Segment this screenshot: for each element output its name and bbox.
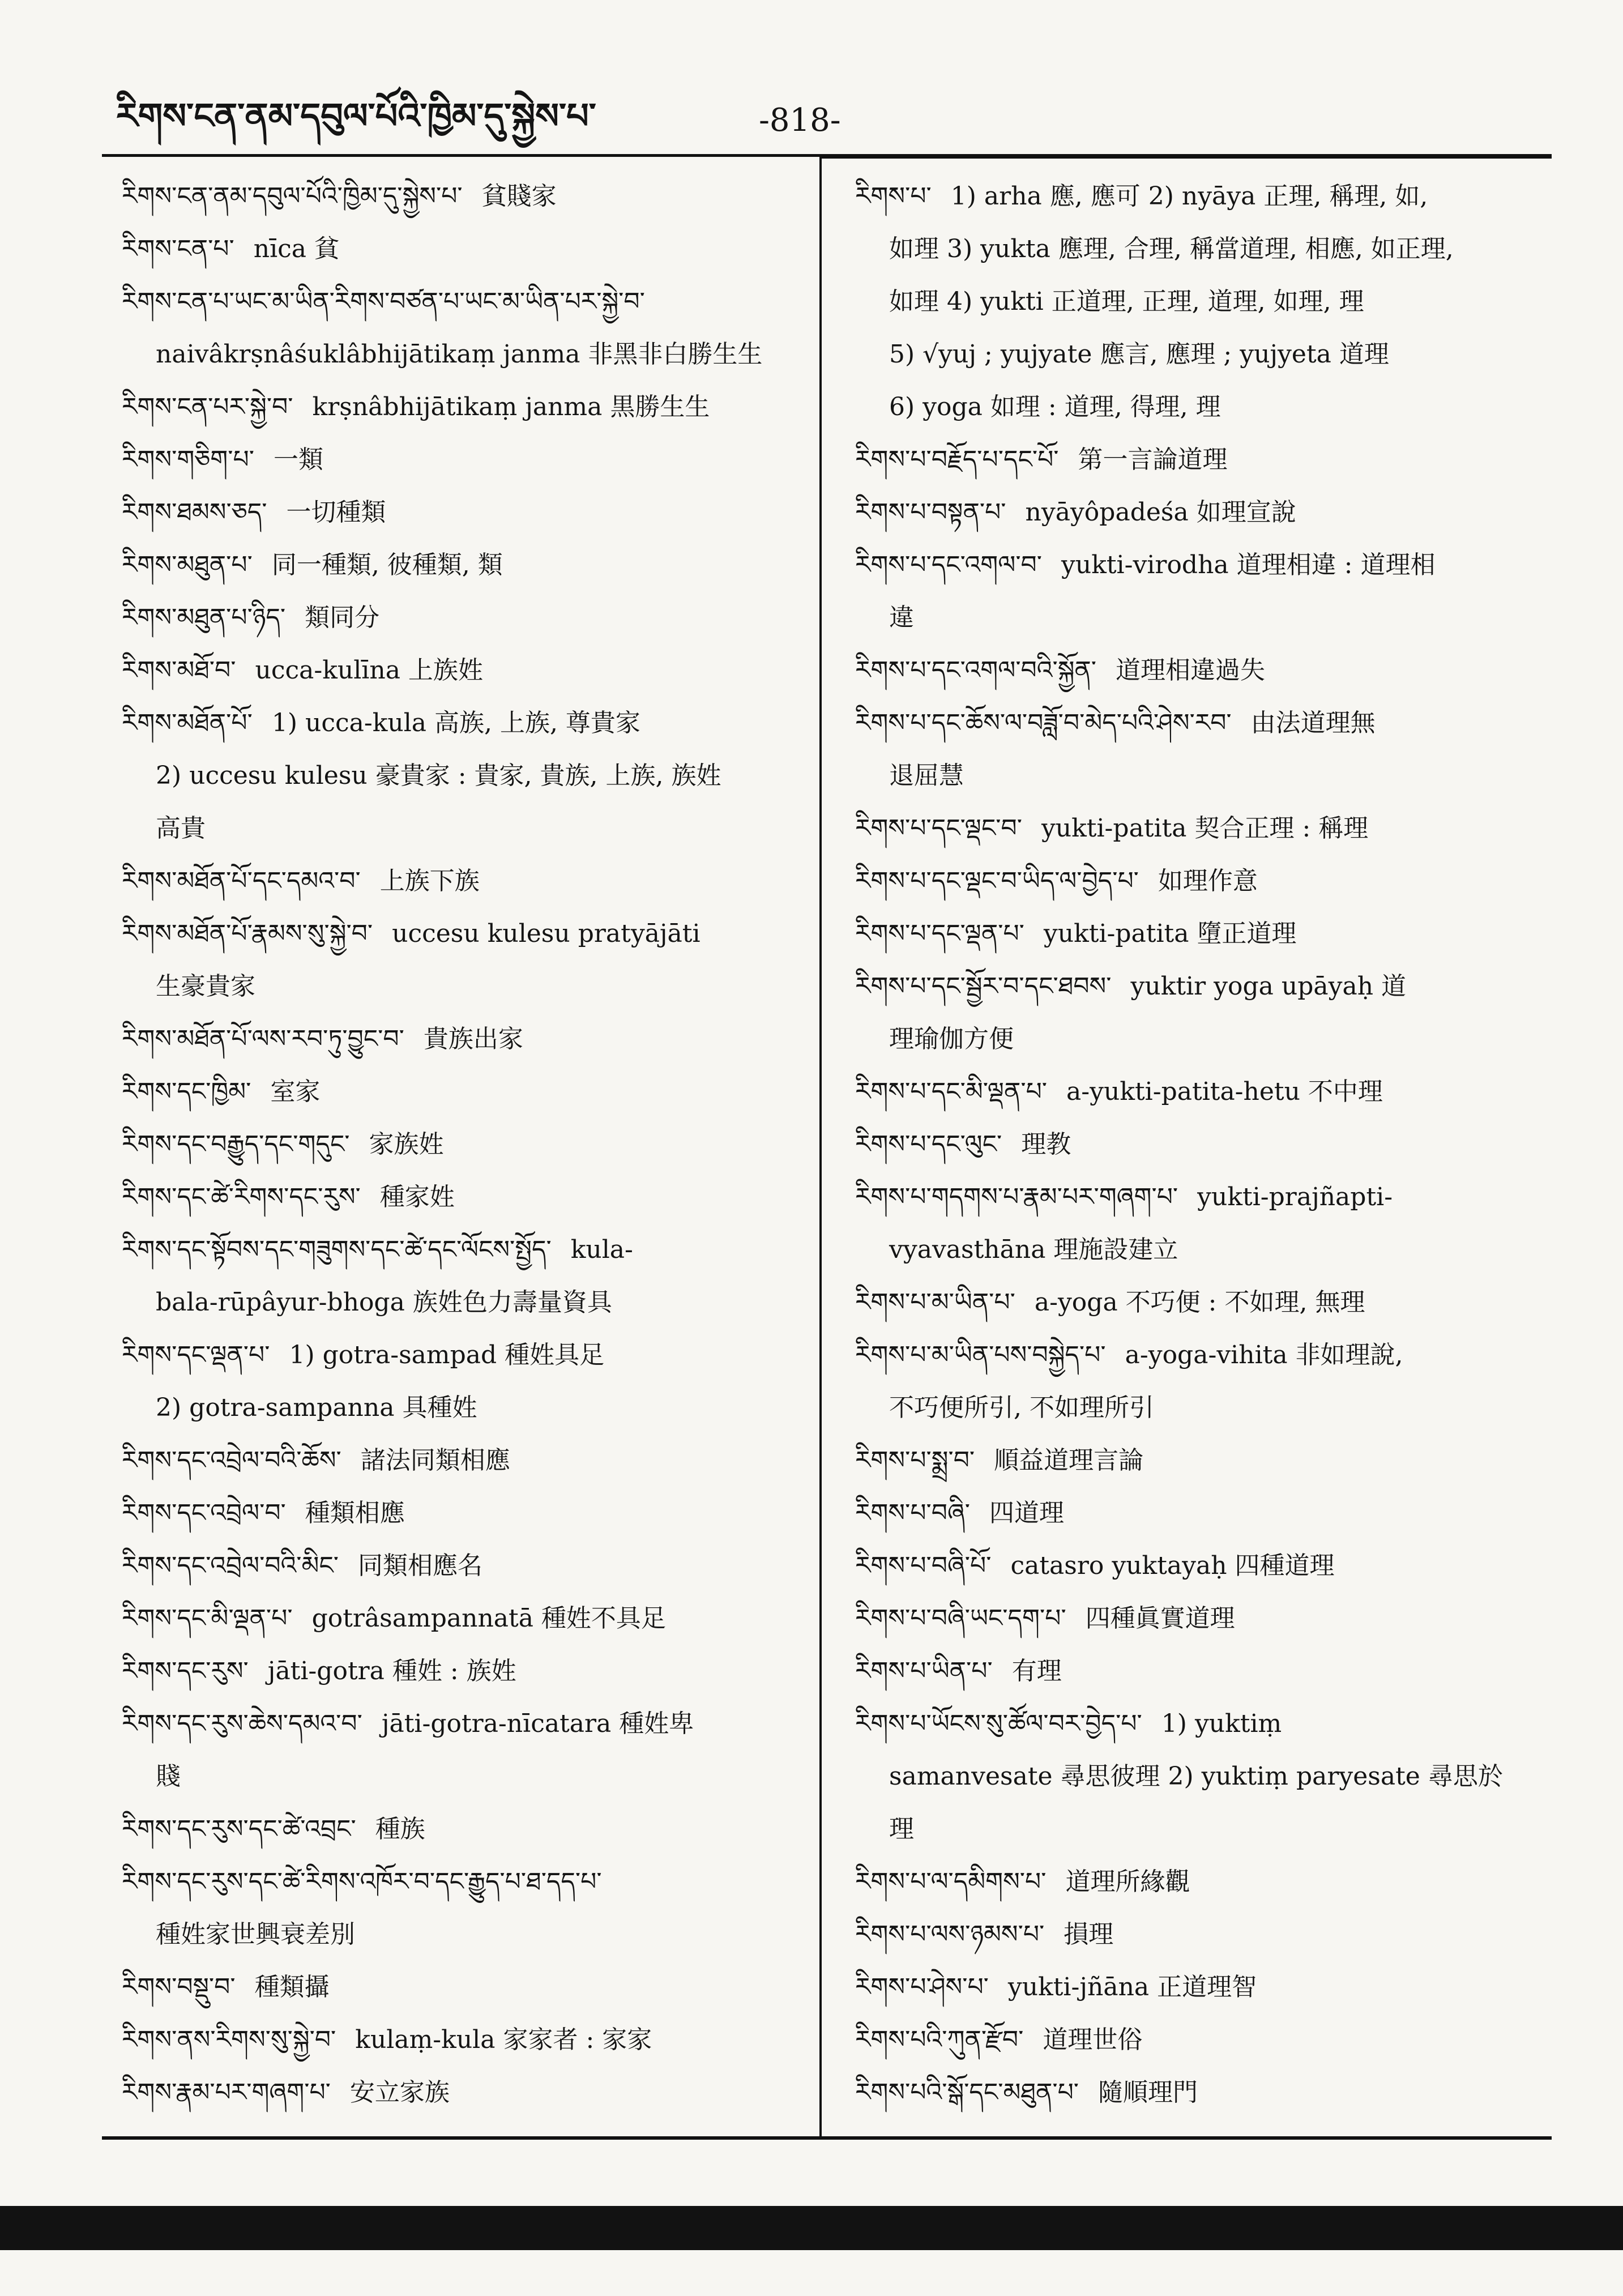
dictionary-entry xyxy=(855,2066,1552,2119)
entry-continuation xyxy=(855,1013,1552,1065)
dictionary-entry xyxy=(122,1592,810,1645)
tibetan-headword: རིགས་ནས་རིགས་སུ་སྐྱེ་བ་ xyxy=(122,2025,336,2054)
tibetan-headword: རིགས་ངན་པ་ xyxy=(122,234,234,263)
translation-text: a-yoga-vihita 非如理說, xyxy=(1125,1341,1403,1369)
translation-text: 順益道理言論 xyxy=(994,1446,1144,1475)
translation-text: bala-rūpâyur-bhoga 族姓色力壽量資具 xyxy=(156,1288,612,1317)
translation-text: 如理作意 xyxy=(1158,867,1258,895)
tibetan-headword: རིགས་མཐོན་པོ་ xyxy=(122,709,253,737)
dictionary-entry xyxy=(855,1855,1552,1908)
translation-text: 1) ucca-kula 高族, 上族, 尊貴家 xyxy=(271,709,640,737)
tibetan-headword: རིགས་པ་ཡོངས་སུ་ཚོལ་བར་བྱེད་པ་ xyxy=(855,1709,1142,1738)
entry-continuation xyxy=(855,749,1552,802)
dictionary-entry xyxy=(122,1539,810,1592)
translation-text: 生豪貴家 xyxy=(156,972,255,1001)
translation-text: 由法道理無 xyxy=(1250,709,1376,737)
dictionary-entry xyxy=(122,591,810,644)
translation-text: 理瑜伽方便 xyxy=(889,1025,1014,1053)
translation-text: 賤 xyxy=(156,1762,181,1791)
translation-text: catasro yuktayaḥ 四種道理 xyxy=(1010,1551,1335,1580)
translation-text: vyavasthāna 理施設建立 xyxy=(889,1235,1178,1264)
translation-text: 不巧便所引, 不如理所引 xyxy=(889,1393,1154,1422)
dictionary-entry xyxy=(122,697,810,749)
translation-text: 諸法同類相應 xyxy=(360,1446,510,1475)
dictionary-entry xyxy=(855,1276,1552,1329)
translation-text: 1) arha 應, 應可 2) nyāya 正理, 稱理, 如, xyxy=(950,182,1428,211)
tibetan-headword: རིགས་དང་རུས་དང་ཚེ་རིགས་འཁོར་བ་དང་རྒྱུད་པ་ཐ་དད་པ་ xyxy=(122,1867,602,1896)
translation-text: 退屈慧 xyxy=(889,761,964,790)
translation-text: 同類相應名 xyxy=(358,1551,483,1580)
dictionary-entry xyxy=(122,907,810,960)
left-column xyxy=(122,170,810,2119)
dictionary-entry xyxy=(855,960,1552,1013)
dictionary-entry xyxy=(855,1171,1552,1223)
translation-text: ucca-kulīna 上族姓 xyxy=(255,656,483,685)
tibetan-headword: རིགས་པའི་སྒོ་དང་མཐུན་པ་ xyxy=(855,2078,1079,2107)
dictionary-entry xyxy=(855,1065,1552,1118)
dictionary-entry xyxy=(855,644,1552,697)
entry-continuation xyxy=(855,1750,1552,1803)
dictionary-entry xyxy=(122,1645,810,1697)
translation-text: yukti-virodha 道理相違 : 道理相 xyxy=(1061,550,1436,579)
entry-continuation xyxy=(855,381,1552,433)
translation-text: gotrâsampannatā 種姓不具足 xyxy=(311,1604,666,1633)
tibetan-headword: རིགས་རྣམ་པར་གཞག་པ་ xyxy=(122,2078,331,2107)
translation-text: 道理相違過失 xyxy=(1116,656,1266,685)
tibetan-headword: རིགས་མཐོ་བ་ xyxy=(122,656,236,685)
tibetan-headword: རིགས་མཐུན་པ་ཉིད་ xyxy=(122,603,286,632)
dictionary-entry xyxy=(855,1539,1552,1592)
dictionary-entry xyxy=(855,855,1552,907)
tibetan-headword: རིགས་པ་ཡིན་པ་ xyxy=(855,1657,993,1685)
dictionary-entry xyxy=(122,1065,810,1118)
dictionary-entry xyxy=(855,1908,1552,1961)
entry-continuation xyxy=(855,328,1552,381)
tibetan-headword: རིགས་དང་ཁྱིམ་ xyxy=(122,1077,251,1106)
dictionary-entry xyxy=(122,1171,810,1223)
translation-text: 如理 3) yukta 應理, 合理, 稱當道理, 相應, 如正理, xyxy=(889,234,1454,263)
dictionary-entry xyxy=(122,644,810,697)
dictionary-entry xyxy=(855,1592,1552,1645)
column-divider xyxy=(819,154,822,2139)
translation-text: 高貴 xyxy=(156,814,206,843)
translation-text: 違 xyxy=(889,603,914,632)
dictionary-entry xyxy=(122,1013,810,1065)
translation-text: kula- xyxy=(570,1235,633,1264)
translation-text: 類同分 xyxy=(305,603,380,632)
tibetan-headword: རིགས་པ་བཞི་ཡང་དག་པ་ xyxy=(855,1604,1066,1633)
translation-text: yukti-jñāna 正道理智 xyxy=(1007,1973,1257,2001)
translation-text: 種族 xyxy=(375,1815,425,1843)
entry-continuation xyxy=(122,749,810,802)
dictionary-entry xyxy=(855,1329,1552,1381)
translation-text: jāti-gotra-nīcatara 種姓卑 xyxy=(381,1709,694,1738)
translation-text: 理教 xyxy=(1021,1130,1071,1159)
tibetan-headword: རིགས་ངན་པར་སྐྱེ་བ་ xyxy=(122,392,293,421)
tibetan-headword: རིགས་པ་དང་ལྡན་པ་ xyxy=(855,919,1024,948)
tibetan-headword: རིགས་དང་འབྲེལ་བའི་ཆོས་ xyxy=(122,1446,341,1475)
translation-text: 6) yoga 如理 : 道理, 得理, 理 xyxy=(889,392,1221,421)
dictionary-entry xyxy=(122,1118,810,1171)
scan-edge-band xyxy=(0,2206,1623,2250)
dictionary-entry xyxy=(122,223,810,275)
translation-text: 道理世俗 xyxy=(1043,2025,1143,2054)
dictionary-entry xyxy=(855,486,1552,539)
dictionary-entry xyxy=(855,802,1552,855)
translation-text: 隨順理門 xyxy=(1098,2078,1198,2107)
translation-text: nīca 貧 xyxy=(253,234,340,263)
translation-text: nyāyôpadeśa 如理宣說 xyxy=(1025,498,1296,527)
dictionary-entry xyxy=(122,1803,810,1855)
tibetan-headword: རིགས་པ་བསྟན་པ་ xyxy=(855,498,1006,527)
tibetan-headword: རིགས་པ་ xyxy=(855,182,932,211)
translation-text: jāti-gotra 種姓 : 族姓 xyxy=(267,1657,516,1685)
running-header: རིགས་ངན་ནམ་དབུལ་པོའི་ཁྱིམ་དུ་སྐྱེས་པ་ xyxy=(116,95,596,136)
tibetan-headword: རིགས་པ་མ་ཡིན་པ་ xyxy=(855,1288,1015,1317)
translation-text: 第一言論道理 xyxy=(1078,445,1228,474)
translation-text: 四種眞實道理 xyxy=(1085,1604,1235,1633)
translation-text: a-yoga 不巧便 : 不如理, 無理 xyxy=(1034,1288,1365,1317)
translation-text: kulaṃ-kula 家家者 : 家家 xyxy=(355,2025,652,2054)
translation-text: 2) uccesu kulesu 豪貴家 : 貴家, 貴族, 上族, 族姓 xyxy=(156,761,721,790)
translation-text: 安立家族 xyxy=(349,2078,450,2107)
entry-continuation xyxy=(122,960,810,1013)
tibetan-headword: རིགས་པ་ལ་དམིགས་པ་ xyxy=(855,1867,1047,1896)
dictionary-entry xyxy=(122,170,810,223)
tibetan-headword: རིགས་པ་དང་སྦྱོར་བ་དང་ཐབས་ xyxy=(855,972,1112,1001)
header-rule-right xyxy=(821,154,1552,159)
translation-text: 同一種類, 彼種類, 類 xyxy=(271,550,503,579)
translation-text: 一切種類 xyxy=(286,498,386,527)
tibetan-headword: རིགས་པའི་ཀུན་རྫོབ་ xyxy=(855,2025,1024,2054)
dictionary-entry xyxy=(122,1434,810,1487)
right-column xyxy=(855,170,1552,2119)
entry-continuation xyxy=(855,591,1552,644)
translation-text: 1) yuktiṃ xyxy=(1161,1709,1282,1738)
tibetan-headword: རིགས་གཅིག་པ་ xyxy=(122,445,254,474)
entry-continuation xyxy=(122,1276,810,1329)
translation-text: 如理 4) yukti 正道理, 正理, 道理, 如理, 理 xyxy=(889,287,1364,316)
tibetan-headword: རིགས་དང་རུས་ xyxy=(122,1657,249,1685)
entry-continuation xyxy=(122,1750,810,1803)
translation-text: 損理 xyxy=(1064,1920,1114,1949)
translation-text: 2) gotra-sampanna 具種姓 xyxy=(156,1393,477,1422)
dictionary-entry xyxy=(122,275,810,328)
dictionary-entry xyxy=(855,1487,1552,1539)
tibetan-headword: རིགས་དང་འབྲེལ་བ་ xyxy=(122,1499,286,1527)
tibetan-headword: རིགས་ངན་པ་ཡང་མ་ཡིན་རིགས་བཙན་པ་ཡང་མ་ཡིན་པར་སྐྱེ་བ་ xyxy=(122,287,645,316)
entry-continuation xyxy=(855,223,1552,275)
tibetan-headword: རིགས་པ་དང་ཆོས་ལ་བཟློ་བ་མེད་པའི་ཤེས་རབ་ xyxy=(855,709,1232,737)
tibetan-headword: རིགས་དང་རུས་དང་ཚེ་འབྲང་ xyxy=(122,1815,356,1843)
tibetan-headword: རིགས་པ་དང་ལྡང་བ་ཡིད་ལ་བྱེད་པ་ xyxy=(855,867,1139,895)
translation-text: 有理 xyxy=(1011,1657,1062,1685)
tibetan-headword: རིགས་དང་འབྲེལ་བའི་མིང་ xyxy=(122,1551,339,1580)
tibetan-headword: རིགས་པ་དང་མི་ལྡན་པ་ xyxy=(855,1077,1048,1106)
translation-text: 種家姓 xyxy=(379,1183,455,1211)
translation-text: yukti-patita 墮正道理 xyxy=(1043,919,1297,948)
dictionary-entry xyxy=(122,539,810,591)
dictionary-entry xyxy=(855,433,1552,486)
entry-continuation xyxy=(122,328,810,381)
translation-text: 1) gotra-sampad 種姓具足 xyxy=(289,1341,605,1369)
dictionary-entry xyxy=(855,2013,1552,2066)
footer-rule xyxy=(102,2136,1552,2140)
dictionary-entry xyxy=(855,170,1552,223)
dictionary-entry xyxy=(122,1329,810,1381)
tibetan-headword: རིགས་པ་སྨྲ་བ་ xyxy=(855,1446,975,1475)
translation-text: yukti-patita 契合正理 : 稱理 xyxy=(1041,814,1369,843)
dictionary-entry xyxy=(855,1434,1552,1487)
dictionary-entry xyxy=(122,1487,810,1539)
dictionary-entry xyxy=(122,2013,810,2066)
tibetan-headword: རིགས་པ་དང་ལུང་ xyxy=(855,1130,1002,1159)
translation-text: yuktir yoga upāyaḥ 道 xyxy=(1130,972,1407,1001)
entry-continuation xyxy=(122,1908,810,1961)
translation-text: 貴族出家 xyxy=(423,1025,523,1053)
translation-text: 貧賤家 xyxy=(481,182,557,211)
tibetan-headword: རིགས་དང་རུས་ཆེས་དམའ་བ་ xyxy=(122,1709,362,1738)
tibetan-headword: རིགས་པ་མ་ཡིན་པས་བསྐྱེད་པ་ xyxy=(855,1341,1106,1369)
entry-continuation xyxy=(855,275,1552,328)
translation-text: uccesu kulesu pratyājāti xyxy=(392,919,701,948)
dictionary-entry xyxy=(122,855,810,907)
translation-text: krṣnâbhijātikaṃ janma 黒勝生生 xyxy=(312,392,710,421)
tibetan-headword: རིགས་དང་ཚེ་རིགས་དང་རུས་ xyxy=(122,1183,361,1211)
tibetan-headword: རིགས་པ་ཤེས་པ་ xyxy=(855,1973,989,2001)
translation-text: yukti-prajñapti- xyxy=(1197,1183,1393,1211)
dictionary-entry xyxy=(122,433,810,486)
dictionary-entry xyxy=(122,2066,810,2119)
dictionary-entry xyxy=(855,1961,1552,2013)
dictionary-entry xyxy=(855,1697,1552,1750)
dictionary-entry xyxy=(122,1223,810,1276)
dictionary-entry xyxy=(855,697,1552,749)
tibetan-headword: རིགས་ངན་ནམ་དབུལ་པོའི་ཁྱིམ་དུ་སྐྱེས་པ་ xyxy=(122,182,463,211)
page-number: -818- xyxy=(759,102,841,139)
tibetan-headword: རིགས་མཐོན་པོ་རྣམས་སུ་སྐྱེ་བ་ xyxy=(122,919,373,948)
translation-text: 室家 xyxy=(270,1077,321,1106)
dictionary-entry xyxy=(122,1855,810,1908)
translation-text: 5) √yuj ; yujyate 應言, 應理 ; yujyeta 道理 xyxy=(889,340,1389,369)
translation-text: 一類 xyxy=(273,445,323,474)
translation-text: 道理所緣觀 xyxy=(1065,1867,1190,1896)
tibetan-headword: རིགས་པ་དང་ལྡང་བ་ xyxy=(855,814,1022,843)
tibetan-headword: རིགས་དང་བརྒྱུད་དང་གདུང་ xyxy=(122,1130,350,1159)
tibetan-headword: རིགས་པ་དང་འགལ་བ་ xyxy=(855,550,1042,579)
tibetan-headword: རིགས་དང་སྟོབས་དང་གཟུགས་དང་ཚེ་དང་ལོངས་སྤྱོད་ xyxy=(122,1235,552,1264)
translation-text: 家族姓 xyxy=(369,1130,444,1159)
tibetan-headword: རིགས་པ་གདགས་པ་རྣམ་པར་གཞག་པ་ xyxy=(855,1183,1178,1211)
tibetan-headword: རིགས་པ་བཞི་ xyxy=(855,1499,971,1527)
translation-text: 種類相應 xyxy=(305,1499,405,1527)
translation-text: 理 xyxy=(889,1815,914,1843)
entry-continuation xyxy=(855,1803,1552,1855)
dictionary-entry xyxy=(122,486,810,539)
translation-text: 種姓家世興衰差別 xyxy=(156,1920,355,1949)
tibetan-headword: རིགས་བསྡུ་བ་ xyxy=(122,1973,236,2001)
tibetan-headword: རིགས་པ་དང་འགལ་བའི་སྐྱོན་ xyxy=(855,656,1097,685)
entry-continuation xyxy=(122,802,810,855)
dictionary-entry xyxy=(855,539,1552,591)
dictionary-entry xyxy=(122,1697,810,1750)
translation-text: 上族下族 xyxy=(379,867,480,895)
dictionary-entry xyxy=(122,381,810,433)
tibetan-headword: རིགས་དང་ལྡན་པ་ xyxy=(122,1341,270,1369)
tibetan-headword: རིགས་དང་མི་ལྡན་པ་ xyxy=(122,1604,293,1633)
tibetan-headword: རིགས་ཐམས་ཅད་ xyxy=(122,498,267,527)
translation-text: samanvesate 尋思彼理 2) yuktiṃ paryesate 尋思於 xyxy=(889,1762,1503,1791)
translation-text: 四道理 xyxy=(989,1499,1065,1527)
tibetan-headword: རིགས་མཐུན་པ་ xyxy=(122,550,253,579)
translation-text: a-yukti-patita-hetu 不中理 xyxy=(1066,1077,1383,1106)
translation-text: naivâkrṣnâśuklâbhijātikaṃ janma 非黑非白勝生生 xyxy=(156,340,763,369)
entry-continuation xyxy=(855,1381,1552,1434)
tibetan-headword: རིགས་མཐོན་པོ་ལས་རབ་ཏུ་བྱུང་བ་ xyxy=(122,1025,404,1053)
entry-continuation xyxy=(122,1381,810,1434)
tibetan-headword: རིགས་མཐོན་པོ་དང་དམའ་བ་ xyxy=(122,867,361,895)
tibetan-headword: རིགས་པ་ལས་ཉམས་པ་ xyxy=(855,1920,1045,1949)
dictionary-entry xyxy=(122,1961,810,2013)
entry-continuation xyxy=(855,1223,1552,1276)
translation-text: 種類攝 xyxy=(254,1973,330,2001)
dictionary-entry xyxy=(855,1645,1552,1697)
tibetan-headword: རིགས་པ་བཞི་པོ་ xyxy=(855,1551,992,1580)
dictionary-entry xyxy=(855,907,1552,960)
dictionary-entry xyxy=(855,1118,1552,1171)
tibetan-headword: རིགས་པ་བརྗོད་པ་དང་པོ་ xyxy=(855,445,1059,474)
